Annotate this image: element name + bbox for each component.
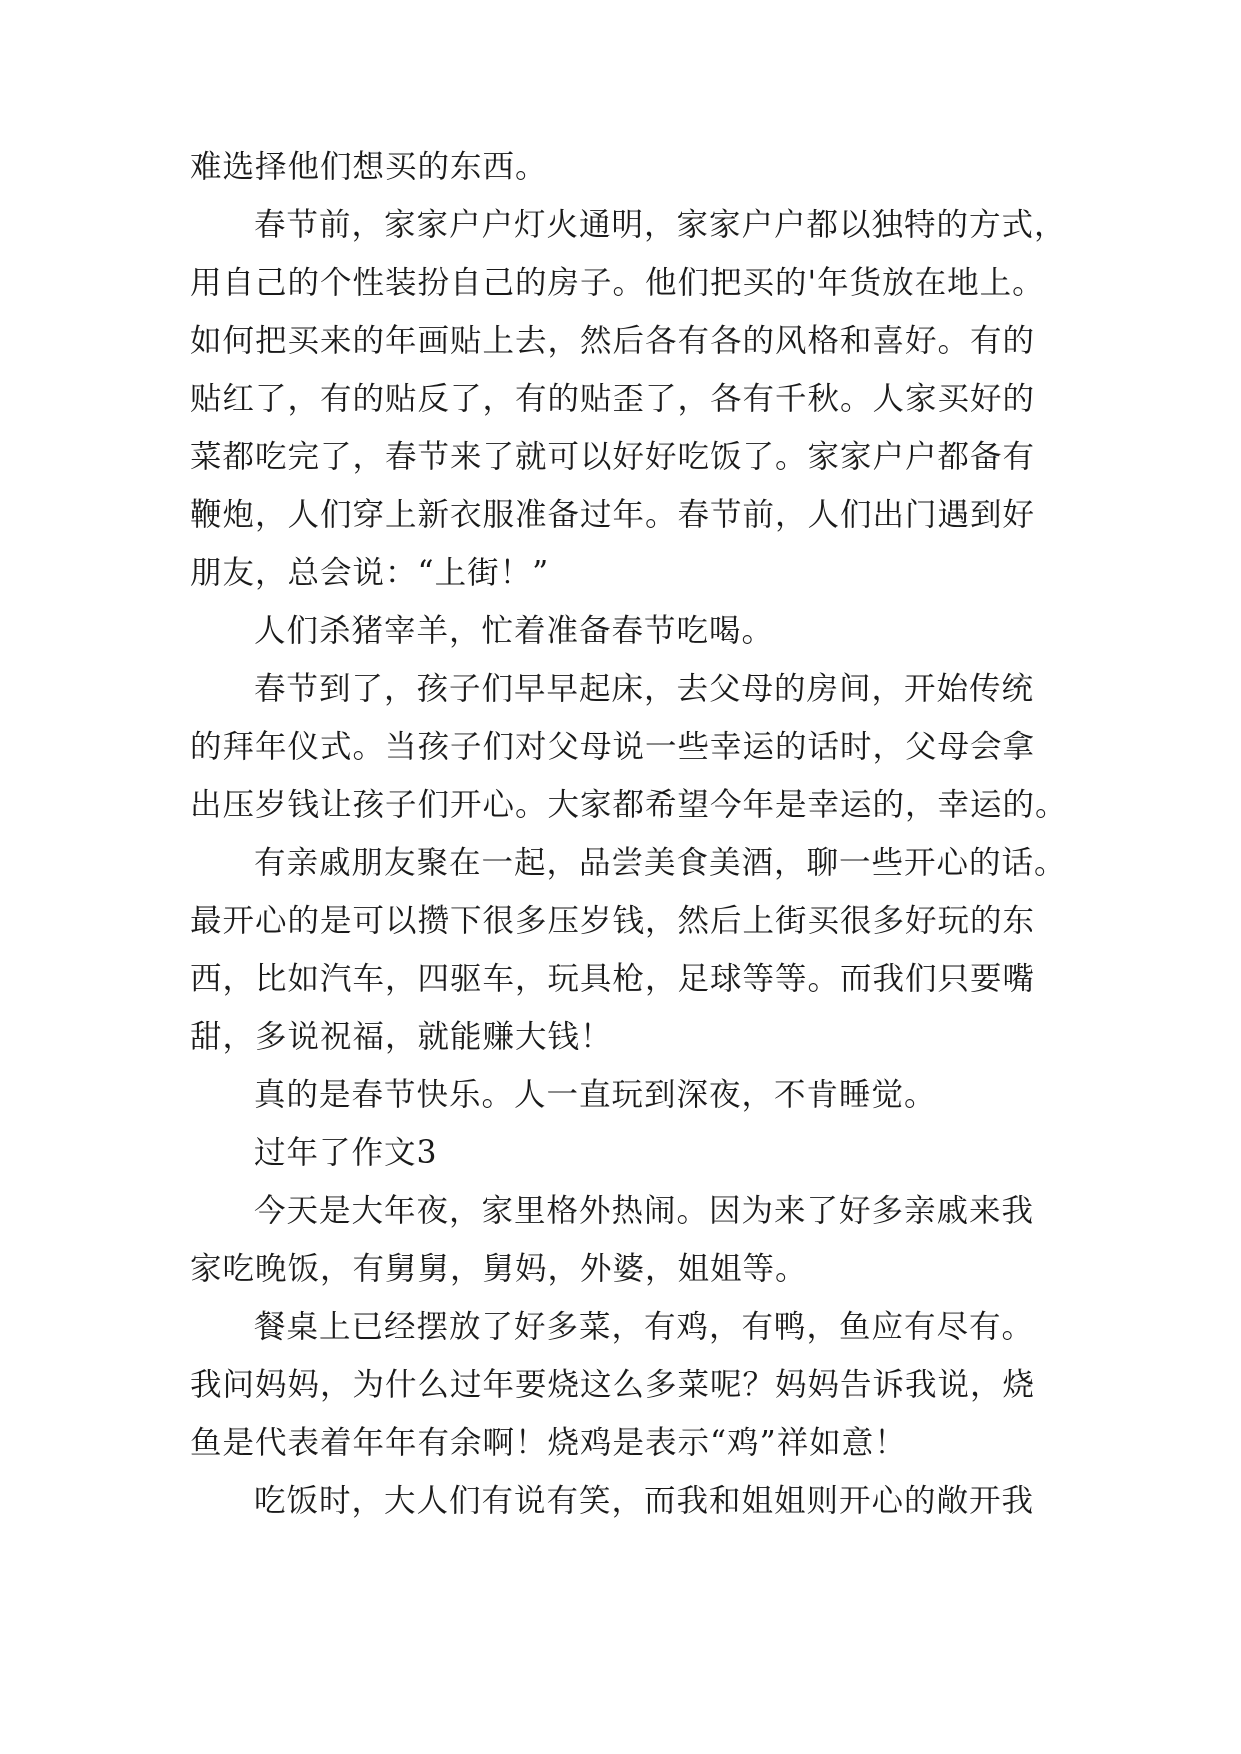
text-line: 难选择他们想买的东西。 <box>190 149 548 185</box>
text-line: 朋友，总会说：“上街！” <box>190 555 550 591</box>
paragraph-start: 有亲戚朋友聚在一起，品尝美食美酒，聊一些开心的话。 <box>254 845 1067 881</box>
paragraph-start: 春节到了，孩子们早早起床，去父母的房间，开始传统 <box>254 671 1035 707</box>
section-title: 过年了作文3 <box>254 1135 438 1171</box>
text-line: 家吃晚饭，有舅舅，舅妈，外婆，姐姐等。 <box>190 1251 808 1287</box>
paragraph-start: 人们杀猪宰羊，忙着准备春节吃喝。 <box>254 613 775 649</box>
text-line: 鱼是代表着年年有余啊！烧鸡是表示“鸡”祥如意！ <box>190 1425 907 1461</box>
paragraph-start: 真的是春节快乐。人一直玩到深夜，不肯睡觉。 <box>254 1077 937 1113</box>
text-line: 菜都吃完了，春节来了就可以好好吃饭了。家家户户都备有 <box>190 439 1036 475</box>
text-line: 西，比如汽车，四驱车，玩具枪，足球等等。而我们只要嘴 <box>190 961 1036 997</box>
text-line: 甜，多说祝福，就能赚大钱！ <box>190 1019 613 1055</box>
paragraph-start: 春节前，家家户户灯火通明，家家户户都以独特的方式， <box>254 207 1067 243</box>
paragraph-start: 今天是大年夜，家里格外热闹。因为来了好多亲戚来我 <box>254 1193 1035 1229</box>
text-line: 我问妈妈，为什么过年要烧这么多菜呢？妈妈告诉我说，烧 <box>190 1367 1036 1403</box>
text-line: 贴红了，有的贴反了，有的贴歪了，各有千秋。人家买好的 <box>190 381 1036 417</box>
paragraph-start: 吃饭时，大人们有说有笑，而我和姐姐则开心的敞开我 <box>254 1483 1035 1519</box>
text-line: 出压岁钱让孩子们开心。大家都希望今年是幸运的，幸运的。 <box>190 787 1068 823</box>
text-line: 最开心的是可以攒下很多压岁钱，然后上街买很多好玩的东 <box>190 903 1036 939</box>
text-line: 用自己的个性装扮自己的房子。他们把买的'年货放在地上。 <box>190 265 1045 301</box>
text-line: 的拜年仪式。当孩子们对父母说一些幸运的话时，父母会拿 <box>190 729 1036 765</box>
text-line: 鞭炮，人们穿上新衣服准备过年。春节前，人们出门遇到好 <box>190 497 1036 533</box>
text-line: 如何把买来的年画贴上去，然后各有各的风格和喜好。有的 <box>190 323 1036 359</box>
paragraph-start: 餐桌上已经摆放了好多菜，有鸡，有鸭，鱼应有尽有。 <box>254 1309 1035 1345</box>
